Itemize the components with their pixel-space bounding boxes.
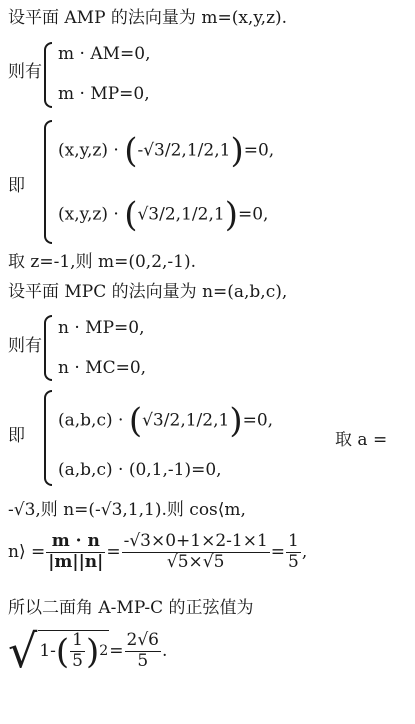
frac-inner	[70, 631, 85, 671]
frac-result-den: 5	[137, 650, 149, 671]
eq-sine-result	[8, 624, 168, 678]
radicand	[38, 630, 109, 671]
text-n-angle: n⟩ =	[8, 541, 46, 562]
text-root3-b: √3	[142, 410, 164, 431]
text-den-2f: 2	[202, 410, 214, 431]
label-then	[8, 64, 42, 81]
line-neg-root3	[8, 502, 246, 519]
text-plane-amp: 设平面 AMP 的法向量为 m=(x,y,z).	[8, 8, 288, 28]
take-a	[335, 432, 387, 449]
text-eq-zero-3: =0,	[242, 410, 274, 431]
text-namely-2: 即	[8, 426, 25, 446]
text-one: 1	[219, 140, 231, 161]
text-take-z: 取 z=-1,则 m=(0,2,-1).	[8, 252, 197, 272]
paren-open: (	[124, 131, 138, 171]
paren-close-3: )	[229, 401, 243, 441]
text-neg-root3: -√3,则 n=(-√3,1,1).则 cos⟨m,	[8, 500, 246, 520]
frac-fifth-num: 1	[288, 531, 299, 551]
radical-sign: √	[8, 624, 38, 678]
period-end: .	[161, 640, 168, 661]
text-root3: √3	[137, 204, 160, 225]
frac-result-num: 2√6	[126, 629, 159, 650]
text-den-2: 2	[170, 140, 182, 161]
frac-mn-den: |m||n|	[48, 551, 104, 572]
exponent-2: 2	[99, 643, 109, 660]
text-one-c: 1	[218, 410, 230, 431]
text-one-b: 1	[213, 204, 225, 225]
frac-result	[125, 631, 161, 671]
text-eq-zero-2: =0,	[237, 204, 269, 225]
frac-calc	[122, 532, 270, 572]
brace-system-1	[44, 42, 52, 108]
text-abc-1: (a,b,c) ·	[58, 410, 129, 431]
frac-fifth-den: 5	[288, 551, 299, 572]
line-plane-amp	[8, 10, 287, 27]
line-plane-mpc	[8, 284, 287, 301]
paren-close-4: )	[85, 631, 100, 672]
text-den-2b: 2	[203, 140, 215, 161]
brace-system-4	[44, 390, 52, 486]
label-namely-2	[8, 428, 25, 445]
text-den-2e: 2	[169, 410, 181, 431]
text-num-1b: 1	[181, 204, 192, 225]
line-dihedral	[8, 600, 254, 617]
frac-calc-num: -√3×0+1×2-1×1	[123, 531, 268, 551]
eq-dot-1: (x,y,z) · (-√3/2,1/2,1)=0,	[58, 131, 275, 171]
eq-cos	[8, 532, 307, 572]
text-then-2: 则有	[8, 336, 42, 356]
eq-m-am	[58, 46, 150, 63]
frac-slash: /	[164, 140, 171, 161]
label-namely	[8, 178, 25, 195]
paren-open-4: (	[55, 631, 70, 672]
text-m-mp: m · MP=0,	[58, 84, 150, 104]
text-take-a: 取 a =	[335, 430, 388, 450]
frac-inner-num: 1	[72, 630, 83, 651]
text-n-mp: n · MP=0,	[58, 318, 145, 338]
text-m-am: m · AM=0,	[58, 44, 151, 64]
text-den-2c: 2	[164, 204, 176, 225]
eq-abc-2	[58, 462, 222, 479]
text-eq-zero-1: =0,	[243, 140, 275, 161]
text-xyz-2: (x,y,z) ·	[58, 204, 125, 225]
eq-n-mp	[58, 320, 144, 337]
eq-dot-2: (x,y,z) · (√3/2,1/2,1)=0,	[58, 195, 269, 235]
text-den-2d: 2	[197, 204, 209, 225]
frac-fifth	[286, 532, 301, 572]
eq-sign-1: =	[106, 541, 121, 562]
text-plane-mpc: 设平面 MPC 的法向量为 n=(a,b,c),	[8, 282, 288, 302]
eq-abc-1: (a,b,c) · (√3/2,1/2,1)=0,	[58, 401, 274, 441]
label-then-2	[8, 338, 42, 355]
text-namely: 即	[8, 176, 25, 196]
line-take-z	[8, 254, 196, 271]
paren-open-2: (	[124, 195, 138, 235]
text-xyz-1: (x,y,z) ·	[58, 140, 125, 161]
text-one-minus: 1-	[39, 641, 56, 661]
frac-calc-den: √5×√5	[166, 551, 225, 572]
frac-mn	[46, 532, 105, 572]
frac-inner-den: 5	[72, 651, 83, 671]
eq-n-mc	[58, 360, 146, 377]
text-minus-root3: -√3	[137, 140, 165, 161]
paren-open-3: (	[128, 401, 143, 441]
text-dihedral: 所以二面角 A-MP-C 的正弦值为	[8, 598, 254, 618]
paren-close: )	[230, 131, 244, 171]
eq-m-mp	[58, 86, 150, 103]
text-num-1: 1	[186, 140, 198, 161]
comma-end: ,	[301, 541, 308, 562]
text-num-1c: 1	[185, 410, 197, 431]
text-abc-2: (a,b,c) · (0,1,-1)=0,	[58, 460, 222, 480]
eq-sign-2: =	[270, 541, 286, 562]
paren-close-2: )	[224, 195, 238, 235]
text-then: 则有	[8, 62, 42, 82]
text-n-mc: n · MC=0,	[58, 358, 147, 378]
eq-sign-3: =	[109, 640, 124, 661]
brace-system-3	[44, 315, 52, 381]
brace-system-2	[44, 120, 52, 244]
frac-mn-num: m · n	[46, 532, 105, 553]
